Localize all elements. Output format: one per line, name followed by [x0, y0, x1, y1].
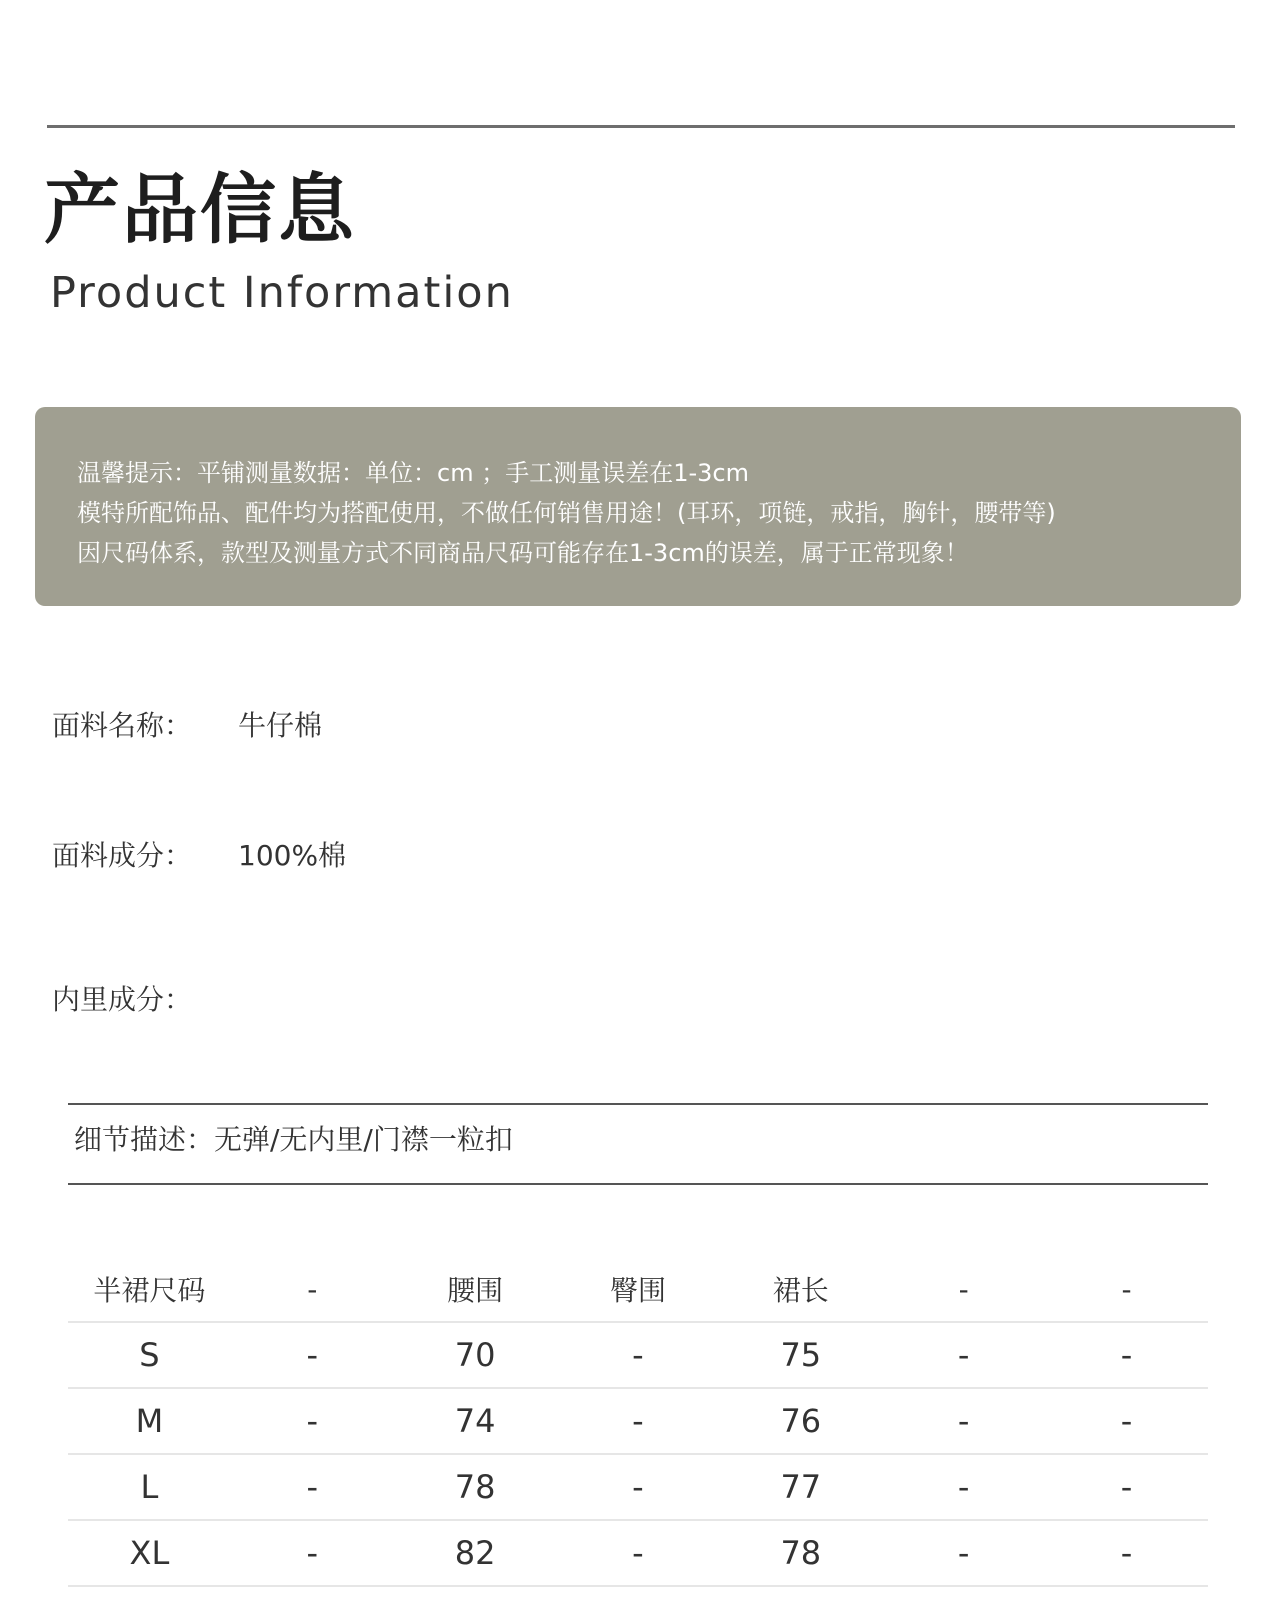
size-table-header	[68, 1257, 1208, 1322]
table-cell: -	[557, 1322, 720, 1388]
header-cell: 臀围	[557, 1257, 720, 1322]
header-cell: 腰围	[394, 1257, 557, 1322]
table-cell: 77	[719, 1454, 882, 1520]
table-cell: -	[882, 1520, 1045, 1586]
table-cell: -	[557, 1520, 720, 1586]
table-cell: -	[231, 1454, 394, 1520]
header-cell: 裙长	[719, 1257, 882, 1322]
size-table	[68, 1257, 1208, 1587]
table-cell: 76	[719, 1388, 882, 1454]
header-cell: -	[1045, 1257, 1208, 1322]
table-cell: 82	[394, 1520, 557, 1586]
lining-composition-label: 内里成分：	[52, 983, 193, 1016]
fabric-composition-label: 面料成分：	[52, 839, 193, 872]
table-cell: XL	[68, 1520, 231, 1586]
table-cell: -	[231, 1322, 394, 1388]
table-cell: -	[882, 1454, 1045, 1520]
header-cell: 半裙尺码	[68, 1257, 231, 1322]
table-cell: 78	[394, 1454, 557, 1520]
table-cell: -	[231, 1388, 394, 1454]
top-divider	[47, 125, 1235, 128]
fabric-name-label: 面料名称：	[52, 709, 193, 742]
detail-top-divider	[68, 1103, 1208, 1105]
table-cell: M	[68, 1388, 231, 1454]
table-cell: -	[882, 1388, 1045, 1454]
notice-box	[35, 407, 1241, 606]
detail-description: 细节描述：无弹/无内里/门襟一粒扣	[74, 1123, 513, 1156]
notice-line: 模特所配饰品、配件均为搭配使用，不做任何销售用途！(耳环，项链，戒指，胸针，腰带等)	[77, 499, 1056, 527]
table-cell: -	[1045, 1454, 1208, 1520]
table-cell: -	[1045, 1322, 1208, 1388]
table-cell: 74	[394, 1388, 557, 1454]
table-row	[68, 1520, 1208, 1586]
table-cell: 75	[719, 1322, 882, 1388]
page-subtitle: Product Information	[50, 268, 514, 318]
notice-line: 因尺码体系，款型及测量方式不同商品尺码可能存在1-3cm的误差，属于正常现象！	[77, 539, 969, 567]
table-cell: 70	[394, 1322, 557, 1388]
header-cell: -	[882, 1257, 1045, 1322]
table-row	[68, 1322, 1208, 1388]
table-row	[68, 1454, 1208, 1520]
table-cell: L	[68, 1454, 231, 1520]
header-cell: -	[231, 1257, 394, 1322]
detail-bottom-divider	[68, 1183, 1208, 1185]
table-cell: -	[557, 1388, 720, 1454]
table-cell: -	[231, 1520, 394, 1586]
notice-line: 温馨提示：平铺测量数据：单位：cm ；手工测量误差在1-3cm	[77, 459, 749, 487]
table-cell: 78	[719, 1520, 882, 1586]
fabric-name-value: 牛仔棉	[238, 709, 323, 742]
page-title: 产品信息	[44, 165, 356, 254]
fabric-composition-value: 100%棉	[238, 839, 347, 872]
table-cell: -	[1045, 1388, 1208, 1454]
table-cell: -	[1045, 1520, 1208, 1586]
table-cell: -	[882, 1322, 1045, 1388]
table-cell: S	[68, 1322, 231, 1388]
table-cell: -	[557, 1454, 720, 1520]
table-row	[68, 1388, 1208, 1454]
